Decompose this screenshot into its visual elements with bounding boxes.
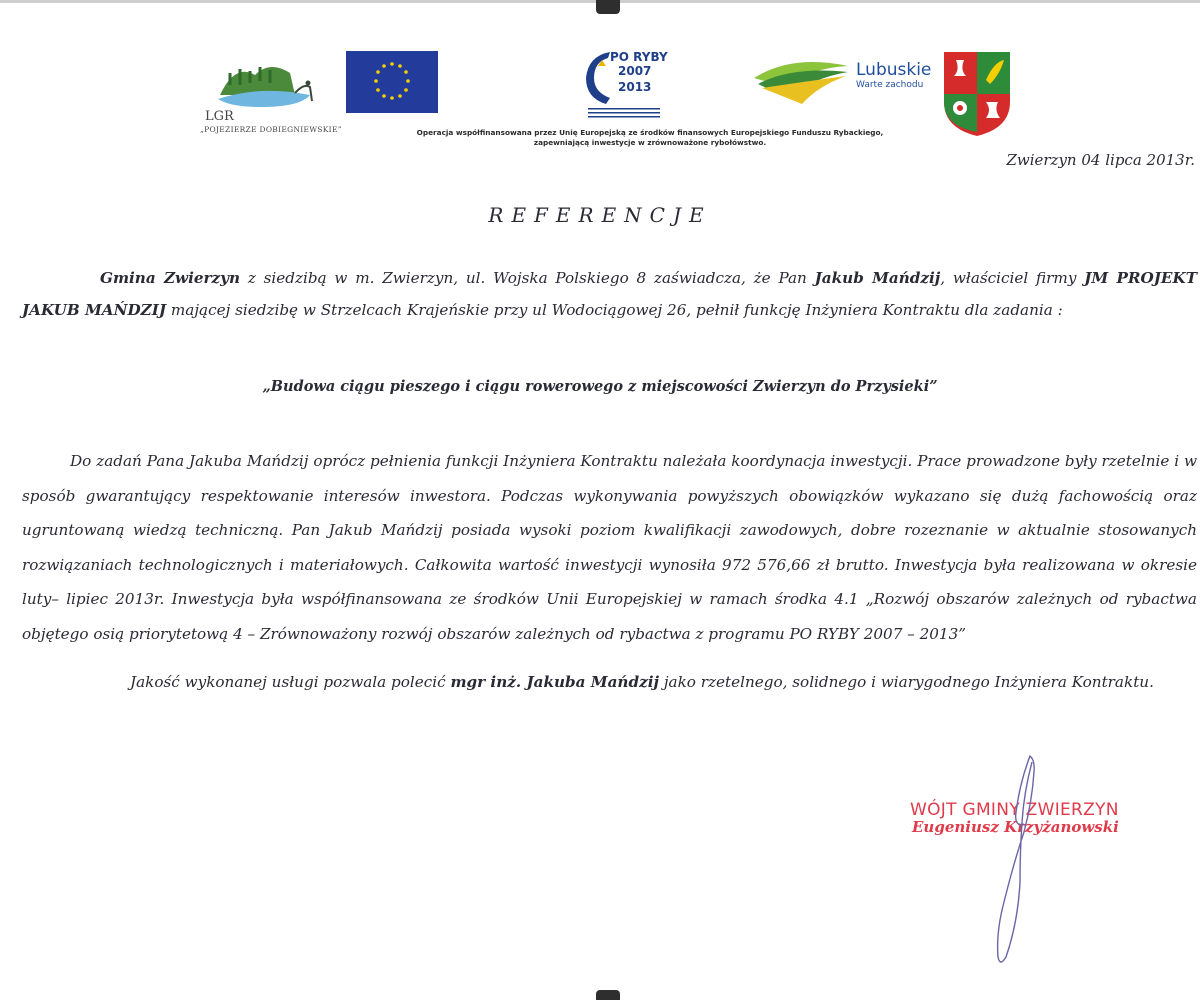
lgr-subtitle: „POJEZIERZE DOBIEGNIEWSKIE”: [200, 125, 342, 134]
lgr-name: LGR: [205, 109, 234, 124]
stamp-name: Eugeniusz Krzyżanowski: [912, 818, 1119, 836]
eu-flag-logo: [346, 51, 438, 113]
lubuskie-logo: [752, 52, 937, 107]
frame-clip-bottom: [596, 990, 620, 1000]
coat-of-arms-icon: [942, 50, 1012, 138]
letter-date: Zwierzyn 04 lipca 2013r.: [1006, 151, 1195, 169]
paragraph-duties: Do zadań Pana Jakuba Mańdzij oprócz pełnienia funkcji Inżyniera Kontraktu należała koordynacja inwestycji. Prace prowadzone były rzetelnie i w sposób gwarantujący respektowanie interesów inwestora. Podczas wykonywania powyższych obowiązków wykazano się dużą fachowością oraz ugruntowaną wiedzą techniczną. Pan Jakub Mańdzij posiada wysoki poziom kwalifikacji zawodowych, dobre rozeznanie w aktualnie stosowanych rozwiązaniach technologicznych i materiałowych. Całkowita wartość inwestycji wynosiła 972 576,66 zł brutto. Inwestycja była realizowana w okresie luty– lipiec 2013r. Inwestycja była współfinansowana ze środków Unii Europejskiej w ramach środka 4.1 „Rozwój obszarów zależnych od rybactwa objętego osią priorytetową 4 – Zrównoważony rozwój obszarów zależnych od rybactwa z programu PO RYBY 2007 – 2013”: [22, 452, 1197, 643]
stamp-title: WÓJT GMINY ZWIERZYN: [910, 800, 1119, 820]
coat-of-arms: [942, 50, 1012, 138]
lubuskie-wave-icon: [752, 52, 852, 107]
intro-text-3: mającej siedzibę w Strzelcach Krajeńskie przy ul Wodociągowej 26, pełnił funkcję Inżyniera Kontraktu dla zadania :: [166, 301, 1063, 319]
po-ryby-year-start: 2007: [618, 64, 652, 78]
cofinancing-line-1: Operacja współfinansowana przez Unię Europejską ze środków finansowych Europejskiego Funduszu Rybackiego,: [416, 128, 884, 137]
signature-icon: [980, 752, 1050, 972]
frame-clip-top: [596, 0, 620, 14]
recommendation-text-1: Jakość wykonanej usługi pozwala polecić: [130, 673, 451, 691]
intro-text-1: z siedzibą w m. Zwierzyn, ul. Wojska Polskiego 8 zaświadcza, że Pan: [240, 269, 815, 287]
po-ryby-year-end: 2013: [618, 80, 652, 94]
paragraph-intro: [22, 262, 1197, 326]
recommendation-text-2: jako rzetelnego, solidnego i wiarygodnego Inżyniera Kontraktu.: [659, 673, 1154, 691]
intro-text-2: , właściciel firmy: [940, 269, 1085, 287]
lubuskie-tagline: Warte zachodu: [856, 80, 924, 90]
po-ryby-logo: [580, 48, 670, 123]
lubuskie-name: Lubuskie: [856, 60, 932, 80]
cofinancing-line-2: zapewniającą inwestycje w zrównoważone rybołówstwo.: [533, 138, 767, 147]
lgr-landscape-icon: [200, 55, 345, 110]
recommended-person: mgr inż. Jakuba Mańdzij: [450, 673, 659, 691]
municipality-name: Gmina Zwierzyn: [100, 269, 241, 287]
company-name: JM PROJEKT JAKUB MAŃDZIJ: [22, 269, 1198, 319]
project-title: „Budowa ciągu pieszego i ciągu rowerowego z miejscowości Zwierzyn do Przysieki”: [262, 378, 938, 395]
eu-flag-icon: [346, 51, 438, 113]
po-ryby-name: PO RYBY: [610, 50, 668, 64]
paragraph-recommendation: [22, 665, 1197, 699]
letter-title: REFERENCJE: [488, 203, 712, 227]
cofinancing-note: [380, 128, 920, 148]
lgr-logo: [200, 55, 345, 140]
person-name: Jakub Mańdzij: [814, 269, 941, 287]
